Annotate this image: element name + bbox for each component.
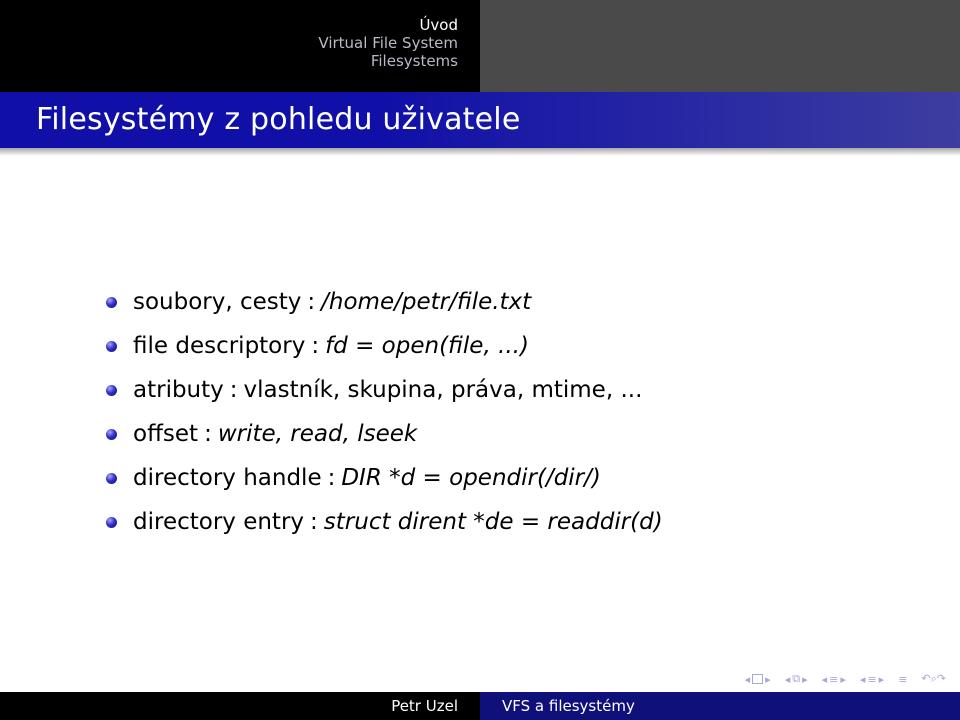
bullet-list	[106, 280, 663, 544]
bullet-value: /home/petr/file.txt	[321, 289, 532, 315]
slide-nav-group	[745, 673, 771, 686]
footer-author: Petr Uzel	[391, 697, 458, 715]
section-next-icon[interactable]: ▸	[878, 672, 885, 686]
bullet-separator: :	[229, 377, 238, 403]
bullet-label: directory entry	[133, 509, 305, 535]
header-bar	[0, 0, 960, 92]
bullet-label: atributy	[133, 377, 224, 403]
slide-icon	[752, 674, 763, 684]
bullet-separator: :	[311, 333, 320, 359]
frame-icon: ⧉	[792, 672, 801, 685]
subsection-next-icon[interactable]: ▸	[840, 672, 846, 686]
bullet-ball-icon	[106, 297, 117, 308]
subsection-nav-group	[822, 673, 846, 686]
subsection-icon: ≡	[829, 672, 839, 686]
subsection-navigation	[480, 0, 960, 92]
bullet-label: directory handle	[133, 465, 322, 491]
section-item-vfs[interactable]: Virtual File System	[318, 34, 458, 52]
align-group	[898, 673, 907, 686]
bullet-separator: :	[327, 465, 336, 491]
bullet-label: offset	[133, 421, 199, 447]
navigation-symbols	[735, 672, 946, 686]
bullet-value: struct dirent *de = readdir(d)	[323, 509, 663, 535]
section-nav-group	[860, 673, 884, 686]
section-item-filesystems[interactable]: Filesystems	[370, 52, 458, 70]
slide-next-icon[interactable]: ▸	[765, 672, 771, 686]
bullet-separator: :	[307, 289, 316, 315]
frame-prev-icon[interactable]: ◂	[784, 672, 791, 686]
search-icon[interactable]: ↶⌕↷	[921, 672, 946, 685]
list-item	[106, 456, 663, 500]
bullet-value: write, read, lseek	[217, 421, 418, 447]
section-list	[318, 16, 458, 70]
list-item	[106, 412, 663, 456]
footer-author-box	[0, 692, 480, 720]
bullet-value: fd = open(file, ...)	[325, 333, 529, 359]
bullet-label: soubory, cesty	[133, 289, 302, 315]
frame-title: Filesystémy z pohledu uživatele	[36, 102, 521, 137]
footer-short-title: VFS a filesystémy	[502, 697, 635, 715]
list-item	[106, 500, 663, 544]
bullet-ball-icon	[106, 517, 117, 528]
bullet-ball-icon	[106, 341, 117, 352]
bullet-ball-icon	[106, 473, 117, 484]
footer-bar	[0, 692, 960, 720]
title-shadow	[0, 148, 960, 156]
search-group	[921, 672, 946, 686]
section-prev-icon[interactable]: ◂	[859, 672, 866, 686]
subsection-prev-icon[interactable]: ◂	[821, 672, 828, 686]
list-item	[106, 324, 663, 368]
bullet-ball-icon	[106, 385, 117, 396]
frame-title-bar	[0, 92, 960, 148]
bullet-separator: :	[310, 509, 318, 535]
section-item-uvod[interactable]: Úvod	[419, 16, 458, 34]
bullet-separator: :	[204, 421, 212, 447]
list-item	[106, 280, 663, 324]
section-icon: ≡	[867, 672, 877, 686]
footer-title-box	[480, 692, 960, 720]
bullet-value: DIR *d = opendir(/dir/)	[341, 465, 601, 491]
bullet-value: vlastník, skupina, práva, mtime, ...	[243, 377, 643, 403]
bullet-ball-icon	[106, 429, 117, 440]
frame-next-icon[interactable]: ▸	[802, 672, 808, 686]
list-item	[106, 368, 663, 412]
section-navigation	[0, 0, 480, 92]
align-icon[interactable]: ≡	[898, 672, 908, 686]
bullet-label: file descriptory	[133, 333, 306, 359]
frame-nav-group	[785, 672, 808, 686]
slide-prev-icon[interactable]: ◂	[744, 672, 751, 686]
